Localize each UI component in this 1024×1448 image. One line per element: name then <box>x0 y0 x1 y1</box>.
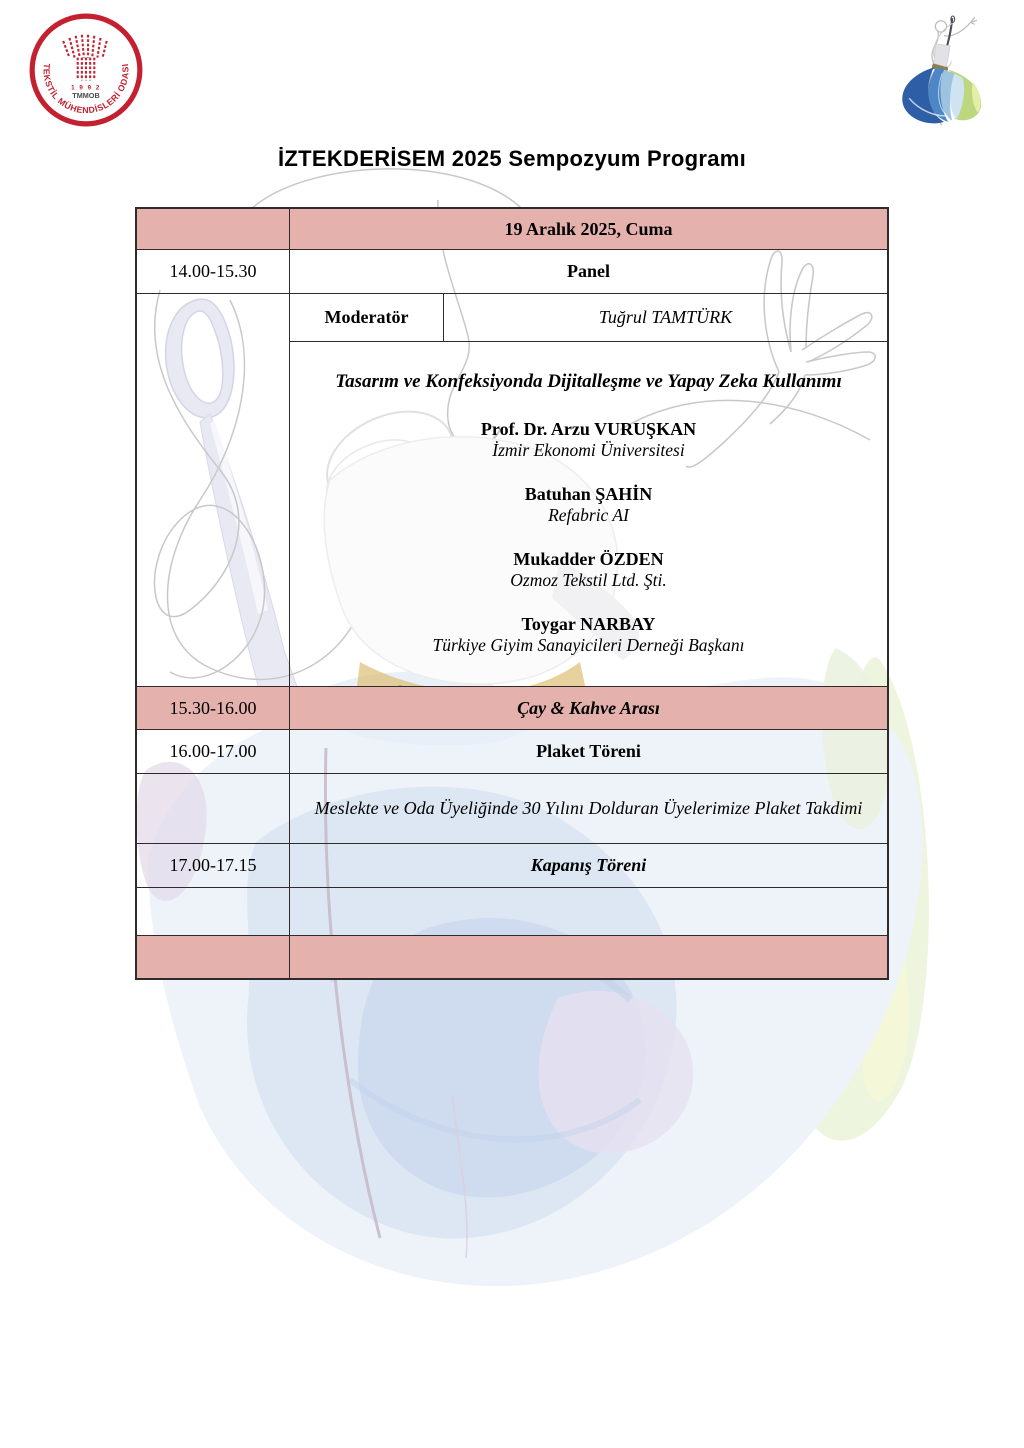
speaker-name: Prof. Dr. Arzu VURUŞKAN <box>480 419 697 439</box>
speaker-block <box>525 483 653 526</box>
logo-org: TMMOB <box>72 90 100 100</box>
speaker-affiliation: Refabric AI <box>548 505 629 525</box>
empty-cell <box>290 888 887 935</box>
schedule-row-panel-detail <box>137 294 887 687</box>
moderator-row <box>290 294 887 342</box>
speaker-name: Toygar NARBAY <box>521 614 656 634</box>
logo-year: 1 9 9 2 <box>71 84 101 92</box>
schedule-table <box>135 207 889 980</box>
empty-time-cell <box>137 888 290 935</box>
dress-skirt-icon <box>902 44 981 124</box>
plaque-note-time-cell <box>137 774 290 843</box>
panel-detail-time-cell <box>137 294 290 686</box>
footer-cell <box>290 936 887 978</box>
date-time-cell <box>137 209 290 249</box>
plaque-time-cell: 16.00-17.00 <box>137 730 290 773</box>
tmmob-logo <box>28 12 144 128</box>
schedule-row-closing <box>137 844 887 888</box>
moderator-name: Tuğrul TAMTÜRK <box>598 307 733 327</box>
schedule-row-empty <box>137 888 887 936</box>
schedule-row-panel <box>137 250 887 294</box>
speaker-affiliation: Türkiye Giyim Sanayicileri Derneği Başkanı <box>432 635 745 655</box>
speaker-block <box>510 548 666 591</box>
schedule-row-date <box>137 209 887 250</box>
speaker-affiliation: Ozmoz Tekstil Ltd. Şti. <box>510 570 667 590</box>
speaker-name: Mukadder ÖZDEN <box>513 549 664 569</box>
schedule-row-footer <box>137 936 887 978</box>
symposium-logo <box>890 10 994 128</box>
plaque-label: Plaket Töreni <box>536 741 641 761</box>
schedule-row-coffee-break <box>137 687 887 730</box>
coffee-label: Çay & Kahve Arası <box>517 697 660 718</box>
panel-label: Panel <box>567 261 610 281</box>
panel-content-cell <box>290 342 887 686</box>
speaker-name: Batuhan ŞAHİN <box>524 484 653 504</box>
page-title: İZTEKDERİSEM 2025 Sempozyum Programı <box>277 146 747 171</box>
date-header: 19 Aralık 2025, Cuma <box>504 218 673 239</box>
footer-time-cell <box>137 936 290 978</box>
speaker-affiliation: İzmir Ekonomi Üniversitesi <box>492 440 685 460</box>
speaker-block <box>432 613 744 656</box>
closing-time-cell: 17.00-17.15 <box>137 844 290 887</box>
plaque-note: Meslekte ve Oda Üyeliğinde 30 Yılını Dolduran Üyelerimize Plaket Takdimi <box>314 798 863 818</box>
logo-ring-text: TEKSTİL MÜHENDİSLERİ ODASI <box>41 62 131 116</box>
speaker-block <box>481 418 696 461</box>
panel-topic: Tasarım ve Konfeksiyonda Dijitalleşme ve Yapay Zeka Kullanımı <box>335 371 842 392</box>
panel-time-cell: 14.00-15.30 <box>137 250 290 293</box>
schedule-row-plaque <box>137 730 887 774</box>
closing-label: Kapanış Töreni <box>530 855 647 875</box>
moderator-label: Moderatör <box>290 294 444 341</box>
coffee-time-cell: 15.30-16.00 <box>137 687 290 729</box>
schedule-row-plaque-note <box>137 774 887 844</box>
